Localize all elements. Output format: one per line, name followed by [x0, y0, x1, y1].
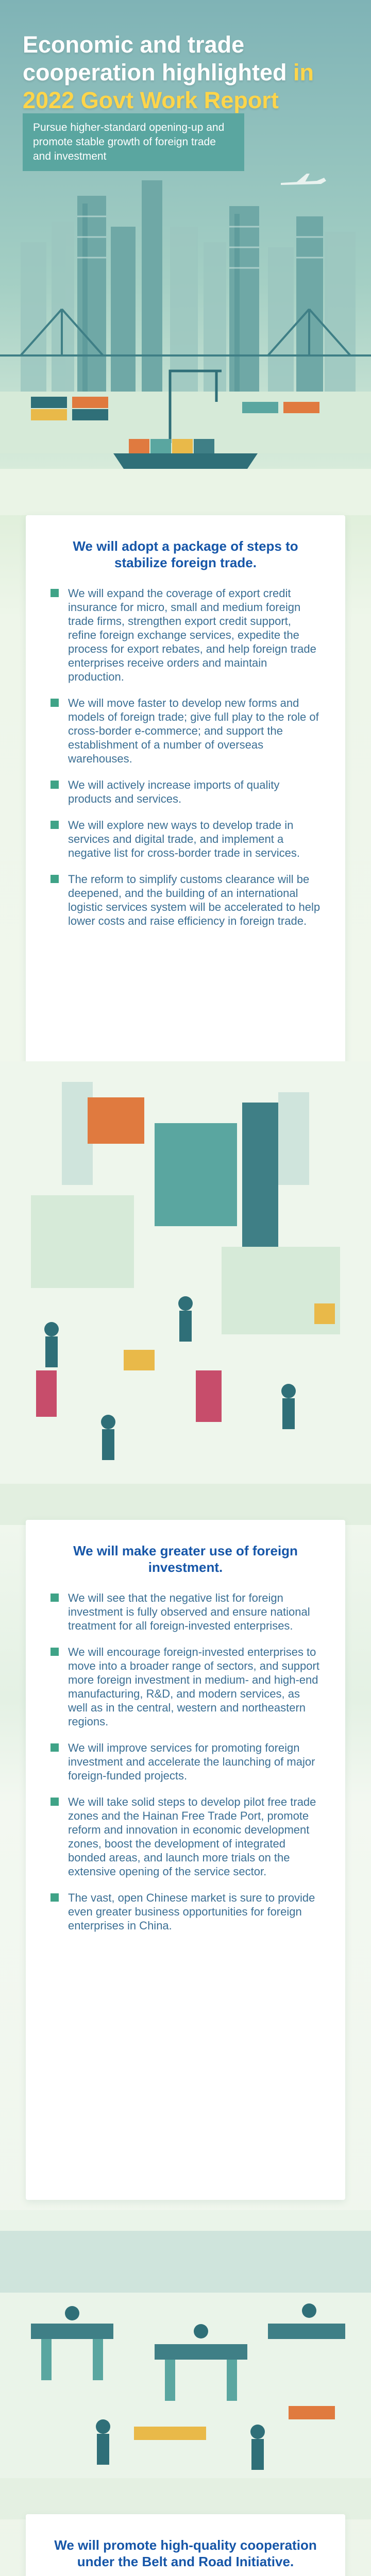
list-item-text: We will improve services for promoting foreign investment and accelerate the launching of major foreign-funded projects.	[68, 1741, 315, 1782]
bullet-icon	[50, 821, 59, 829]
hero-banner	[0, 0, 371, 515]
list-item	[50, 1741, 321, 1783]
list-item-text: The vast, open Chinese market is sure to provide even greater business opportunities for foreign enterprises in China.	[68, 1891, 315, 1932]
bullet-icon	[50, 1594, 59, 1602]
list-item-text: We will actively increase imports of quality products and services.	[68, 778, 280, 805]
list-item-text: We will see that the negative list for foreign investment is fully observed and ensure national treatment for all foreign-invested enterprises.	[68, 1591, 310, 1632]
section-title: We will adopt a package of steps to stabilize foreign trade.	[73, 538, 298, 570]
bullet-icon	[50, 781, 59, 789]
list-item-text: We will expand the coverage of export credit insurance for micro, small and medium foreign trade firms, strengthen export credit support, refine foreign exchange services, expedite the process for export rebates, and help foreign trade enterprises receive orders and maintain production.	[68, 587, 316, 683]
factory-workers-illustration	[0, 2210, 371, 2519]
title-line-2-text: cooperation highlighted	[23, 59, 293, 86]
bullet-icon	[50, 1743, 59, 1752]
section-belt-road-card	[26, 2514, 345, 2576]
list-item-text: The reform to simplify customs clearance will be deepened, and the building of an international logistic services system will be accelerated to help lower costs and raise efficiency in foreign trade.	[68, 873, 321, 927]
expo-booths-illustration	[0, 1061, 371, 1525]
title-line-3: 2022 Govt Work Report	[23, 87, 279, 113]
title-highlight: in	[293, 59, 314, 86]
page-title	[23, 31, 342, 114]
bullet-icon	[50, 1648, 59, 1656]
bullet-icon	[50, 1798, 59, 1806]
list-item-text: We will move faster to develop new forms and models of foreign trade; give full play to the role of cross-border e-commerce; and support the establishment of a number of overseas warehouses.	[68, 697, 319, 765]
list-item	[50, 818, 321, 860]
list-item	[50, 872, 321, 928]
section-foreign-investment-card	[26, 1520, 345, 2200]
section-foreign-trade-card	[26, 515, 345, 1072]
list-item	[50, 778, 321, 806]
list-item	[50, 1645, 321, 1728]
section-title: We will promote high-quality cooperation under the Belt and Road Initiative.	[54, 2537, 317, 2569]
list-item-text: We will encourage foreign-invested enterprises to move into a broader range of sectors, and support more foreign investment in medium- and high-end manufacturing, R&D, and modern services, as well as in the central, western and northeastern regions.	[68, 1646, 319, 1728]
list-item	[50, 1591, 321, 1633]
bullet-icon	[50, 589, 59, 597]
title-line-2	[23, 59, 342, 87]
list-item	[50, 1891, 321, 1933]
bullet-icon	[50, 699, 59, 707]
list-item	[50, 1795, 321, 1878]
title-line-1: Economic and trade	[23, 31, 245, 58]
list-item	[50, 586, 321, 684]
bullet-icon	[50, 875, 59, 883]
page-subtitle: Pursue higher-standard opening-up and promote stable growth of foreign trade and investment	[23, 113, 244, 171]
bullet-icon	[50, 1893, 59, 1902]
list-item-text: We will take solid steps to develop pilot free trade zones and the Hainan Free Trade Port, promote reform and innovation in economic development zones, boost the development of integrated bonded areas, and launch more trials on the extensive opening of the service sector.	[68, 1795, 316, 1878]
section-title: We will make greater use of foreign investment.	[73, 1543, 298, 1575]
list-item	[50, 696, 321, 766]
list-item-text: We will explore new ways to develop trade in services and digital trade, and implement a negative list for cross-border trade in services.	[68, 819, 300, 859]
